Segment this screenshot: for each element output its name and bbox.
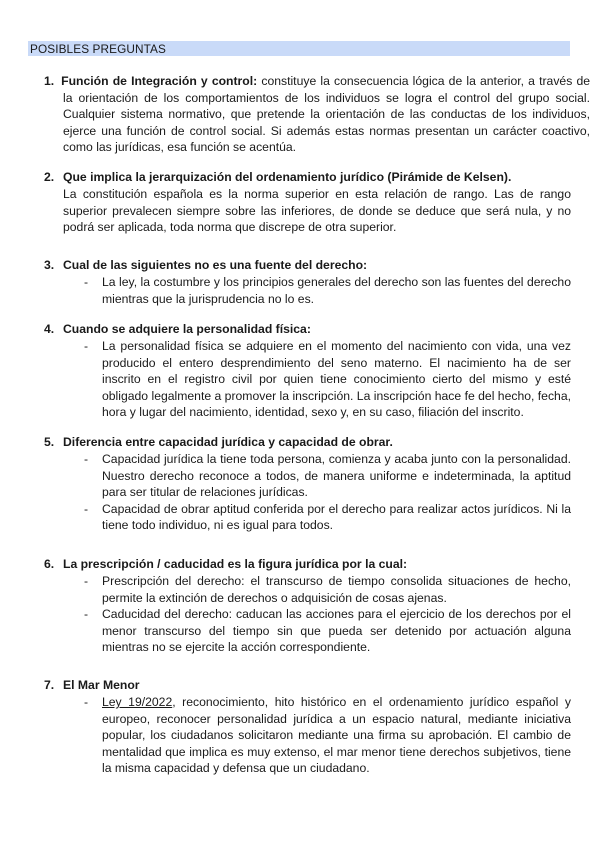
dash-bullet-icon: - [84,339,89,353]
question-2 [44,169,572,236]
dash-bullet-icon: - [84,607,89,622]
bullet-item [84,338,571,421]
dash-bullet-icon: - [84,574,89,588]
section-header [28,41,570,56]
bullet-item [84,573,571,606]
bullet-text: Capacidad jurídica la tiene toda persona, comienza y acaba junto con la personalidad. Nuestro derecho reconoce a todos, de manera uniforme e indeterminada, la aptitud para ser titular de relaciones jurídicas. [102,452,571,500]
question-title: La prescripción / caducidad es la figura jurídica por la cual: [63,557,408,571]
question-title: Función de Integración y control: [61,74,258,88]
bullet-item [84,451,571,501]
question-number: 1. [44,74,55,88]
question-title: Que implica la jerarquización del ordenamiento jurídico (Pirámide de Kelsen). [63,170,512,184]
bullet-text: Caducidad del derecho: caducan las acciones para el ejercicio de los derechos por el menor transcurso del tiempo sin que pueda ser detenido por actuación alguna mientras no se ejercite la acción correspondiente. [102,607,571,655]
question-heading [44,169,572,186]
question-heading [44,556,572,573]
question-1 [44,73,590,156]
bullet-item [84,606,571,656]
dash-bullet-icon: - [84,501,89,516]
bullet-text: Capacidad de obrar aptitud conferida por el derecho para realizar actos jurídicos. Ni la tiene todo individuo, ni es igual para todos. [102,501,571,533]
bullet-text: Prescripción del derecho: el transcurso de tiempo consolida situaciones de hecho, permite la extinción de derechos o adquisición de cosas ajenas. [102,574,571,605]
question-number: 6. [44,557,55,571]
bullet-item [84,501,571,534]
question-number: 2. [44,170,55,184]
question-heading [44,434,572,451]
law-reference-link[interactable]: Ley 19/2022 [102,695,173,709]
bullet-text: La personalidad física se adquiere en el momento del nacimiento con vida, una vez producido el entero desprendimiento del seno materno. El nacimiento ha de ser inscrito en el registro civil por quien tiene conocimiento cierto del mismo y esté obligado legalmente a promover la inscripción. La inscripción hace fe del hecho, fecha, hora y lugar del nacimiento, identidad, sexo y, en su caso, filiación del inscrito. [102,339,571,420]
question-title: Diferencia entre capacidad jurídica y capacidad de obrar. [63,435,393,449]
question-body: La constitución española es la norma superior en esta relación de rango. Las de rango superior prevalecen siempre sobre las inferiores, de donde se deduce que será nula, y no podrá ser aplicada, toda norma que discrepe de otra superior. [63,187,571,235]
question-1-text [44,73,590,156]
question-7 [44,677,572,777]
question-5 [44,434,572,534]
question-number: 5. [44,435,55,449]
question-3 [44,257,572,307]
section-header-title: POSIBLES PREGUNTAS [30,42,166,56]
question-number: 4. [44,322,55,336]
question-heading [44,257,572,274]
question-6 [44,556,572,656]
question-4 [44,321,572,421]
bullet-item [84,694,571,777]
question-title: Cuando se adquiere la personalidad física: [63,322,311,336]
bullet-item [84,274,571,307]
bullet-text: La ley, la costumbre y los principios generales del derecho son las fuentes del derecho mientras que la jurisprudencia no lo es. [102,275,571,306]
question-number: 3. [44,258,55,272]
question-body: constituye la consecuencia lógica de la anterior, a través de la orientación de los comportamientos de los individuos se logra el control del grupo social. Cualquier sistema normativo, que pretende la orientación de las conductas de los individuos, ejerce una función de control social. Si además estas normas presentan un carácter coactivo, como las jurídicas, esa función se acentúa. [63,74,590,155]
dash-bullet-icon: - [84,695,89,709]
question-title: El Mar Menor [63,678,140,692]
question-heading [44,677,572,694]
dash-bullet-icon: - [84,452,89,466]
question-title: Cual de las siguientes no es una fuente del derecho: [63,258,368,272]
question-number: 7. [44,678,55,692]
question-heading [44,321,572,338]
dash-bullet-icon: - [84,275,89,289]
bullet-text: , reconocimiento, hito histórico en el ordenamiento jurídico español y europeo, reconocer personalidad jurídica a un espacio natural, mediante iniciativa popular, los ciudadanos solicitaron mediante una firma su aprobación. El cambio de mentalidad que implica es muy extenso, el mar menor tiene derechos subjetivos, tiene la misma capacidad y defensa que un ciudadano. [102,695,571,776]
